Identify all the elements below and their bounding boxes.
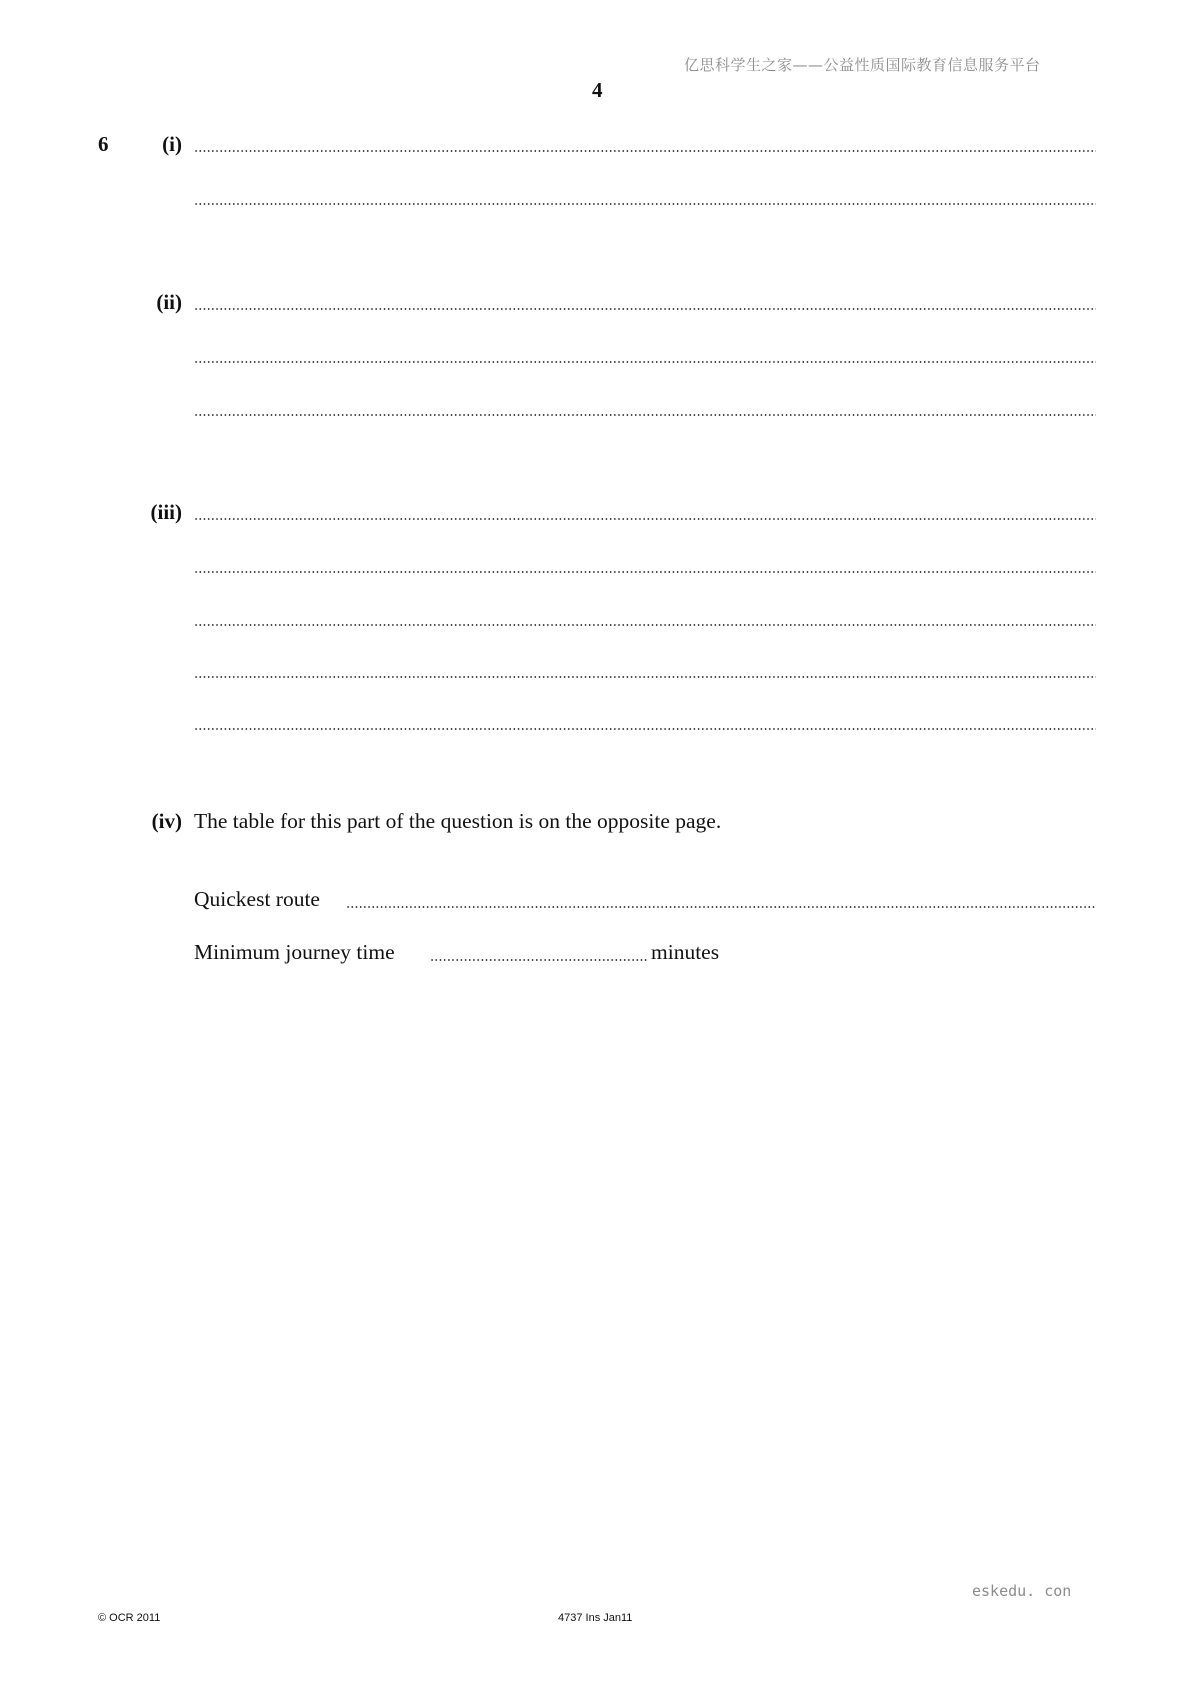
answer-line[interactable] [194, 203, 1096, 205]
answer-line[interactable] [194, 728, 1096, 730]
minimum-time-answer-line[interactable] [430, 959, 648, 961]
part-label-iv: (iv) [151, 809, 182, 833]
answer-line[interactable] [194, 676, 1096, 678]
part-label-i: (i) [162, 132, 182, 156]
copyright: © OCR 2011 [98, 1612, 161, 1624]
answer-line[interactable] [194, 150, 1096, 152]
answer-line[interactable] [194, 518, 1096, 520]
answer-line[interactable] [194, 624, 1096, 626]
answer-line[interactable] [194, 308, 1096, 310]
watermark-top: 亿思科学生之家——公益性质国际教育信息服务平台 [684, 56, 1041, 74]
quickest-route-answer-line[interactable] [346, 906, 1096, 908]
minimum-time-unit: minutes [651, 940, 720, 964]
page-number: 4 [592, 78, 603, 102]
answer-line[interactable] [194, 414, 1096, 416]
question-number: 6 [98, 132, 109, 156]
quickest-route-label: Quickest route [194, 887, 320, 911]
part-label-ii: (ii) [156, 290, 182, 314]
answer-line[interactable] [194, 361, 1096, 363]
part-label-iii: (iii) [150, 500, 182, 524]
minimum-time-label: Minimum journey time [194, 940, 395, 964]
question-text: The table for this part of the question is on the opposite page. [194, 809, 722, 833]
watermark-bottom: eskedu. con [972, 1582, 1072, 1600]
paper-code: 4737 Ins Jan11 [558, 1612, 633, 1624]
answer-line[interactable] [194, 571, 1096, 573]
